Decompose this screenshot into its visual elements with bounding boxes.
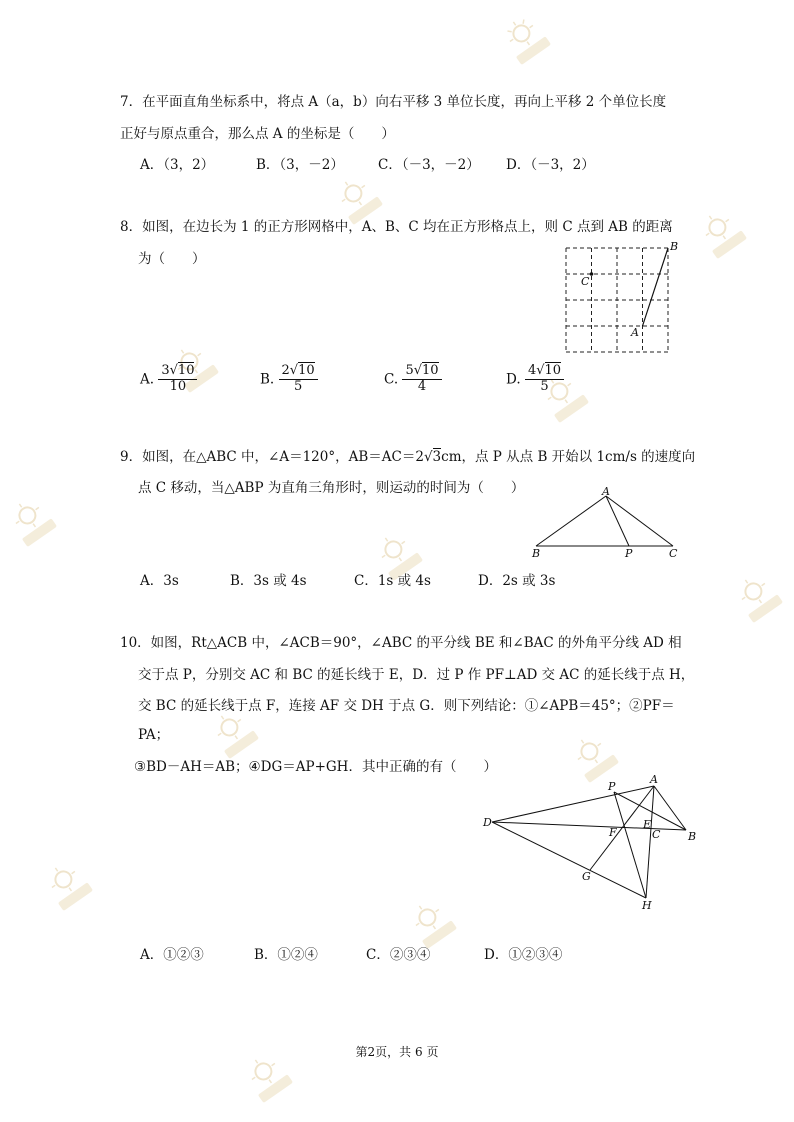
watermark-logo — [206, 706, 262, 762]
q8-option-c-fraction: $\frac{5√10}{4}$ — [402, 364, 441, 395]
q10-label-p: P — [608, 780, 616, 793]
q10-stem-line4: PA； — [138, 727, 170, 743]
page-footer: 第2页，共 6 页 — [355, 1045, 439, 1059]
q10-option-b[interactable]: B．①②④ — [254, 947, 318, 963]
q8-option-c[interactable] — [384, 364, 442, 395]
q8-label-b: B — [670, 240, 679, 253]
q10-option-d[interactable]: D．①②③④ — [484, 947, 563, 963]
q8-option-b-fraction: $\frac{2√10}{5}$ — [279, 364, 318, 395]
q7-stem-line1: 7．在平面直角坐标系中，将点 A（a，b）向右平移 3 单位长度，再向上平移 2 个单位长度 — [120, 94, 667, 110]
q8-option-b[interactable] — [260, 364, 318, 395]
q9-option-c[interactable]: C．1s 或 4s — [354, 573, 431, 589]
q10-stem-line3: 交 BC 的延长线于点 F，连接 AF 交 DH 于点 G．则下列结论：①∠APB＝45°；②PF＝ — [138, 698, 675, 714]
q10-geometry-figure — [478, 774, 698, 914]
q8-option-b-label: B. — [260, 371, 275, 388]
q10-label-g: G — [582, 870, 591, 883]
q10-label-c: C — [652, 828, 661, 841]
q9-option-a[interactable]: A．3s — [140, 573, 179, 589]
q8-option-a-label: A. — [140, 371, 155, 388]
q7-option-c[interactable]: C．（－3，－2） — [378, 157, 480, 173]
q7-option-b[interactable]: B．（3，－2） — [256, 157, 344, 173]
watermark-logo — [730, 570, 786, 626]
watermark-logo — [498, 12, 554, 68]
q7-stem-line2: 正好与原点重合，那么点 A 的坐标是（ ） — [120, 126, 395, 142]
watermark-logo — [40, 858, 96, 914]
q10-label-a: A — [650, 774, 658, 786]
q10-stem-line5: ③BD－AH＝AB；④DG＝AP+GH．其中正确的有（ ） — [134, 759, 497, 775]
q10-stem-line1: 10．如图，Rt△ACB 中，∠ACB＝90°，∠ABC 的平分线 BE 和∠BAC 的外角平分线 AD 相 — [120, 635, 682, 651]
q8-label-c: C — [581, 275, 590, 288]
q8-option-a-fraction: $\frac{3√10}{10}$ — [158, 364, 197, 395]
q9-label-a: A — [602, 486, 610, 498]
q10-option-c[interactable]: C．②③④ — [366, 947, 431, 963]
q8-option-d-label: D. — [506, 371, 521, 388]
watermark-logo — [4, 494, 60, 550]
q8-stem-line1: 8．如图，在边长为 1 的正方形网格中，A、B、C 均在正方形格点上，则 C 点到 AB 的距离 — [120, 219, 673, 235]
q10-label-d: D — [483, 816, 492, 829]
q9-option-b[interactable]: B．3s 或 4s — [230, 573, 307, 589]
q10-label-h: H — [642, 899, 652, 912]
q9-label-p: P — [625, 547, 633, 560]
q9-label-b: B — [532, 547, 541, 560]
q8-option-a[interactable] — [140, 364, 197, 395]
q9-stem-line2: 点 C 移动，当△ABP 为直角三角形时，则运动的时间为（ ） — [138, 480, 525, 496]
q7-option-d[interactable]: D．（－3，2） — [506, 157, 595, 173]
q10-stem-line2: 交于点 P，分别交 AC 和 BC 的延长线于 E，D．过 P 作 PF⊥AD 交 AC 的延长线于点 H， — [138, 667, 695, 683]
q8-label-a: A — [631, 326, 639, 339]
q8-option-d[interactable] — [506, 364, 564, 395]
q9-label-c: C — [669, 547, 678, 560]
q8-option-d-fraction: $\frac{4√10}{5}$ — [525, 364, 564, 395]
q9-triangle-figure — [526, 486, 686, 560]
q8-stem-line2: 为（ ） — [138, 251, 206, 267]
q10-label-f: F — [609, 826, 617, 839]
q9-option-d[interactable]: D．2s 或 3s — [478, 573, 556, 589]
q10-label-e: E — [643, 818, 652, 831]
watermark-logo — [694, 206, 750, 262]
q8-option-c-label: C. — [384, 371, 399, 388]
q10-label-b: B — [688, 830, 697, 843]
q10-option-a[interactable]: A．①②③ — [140, 947, 204, 963]
q7-option-a[interactable]: A．（3，2） — [140, 157, 215, 173]
q9-stem-line1: 9．如图，在△ABC 中，∠A＝120°，AB＝AC＝2√3cm，点 P 从点 B 开始以 1cm/s 的速度向 — [120, 449, 696, 465]
q8-grid-figure — [556, 236, 686, 358]
